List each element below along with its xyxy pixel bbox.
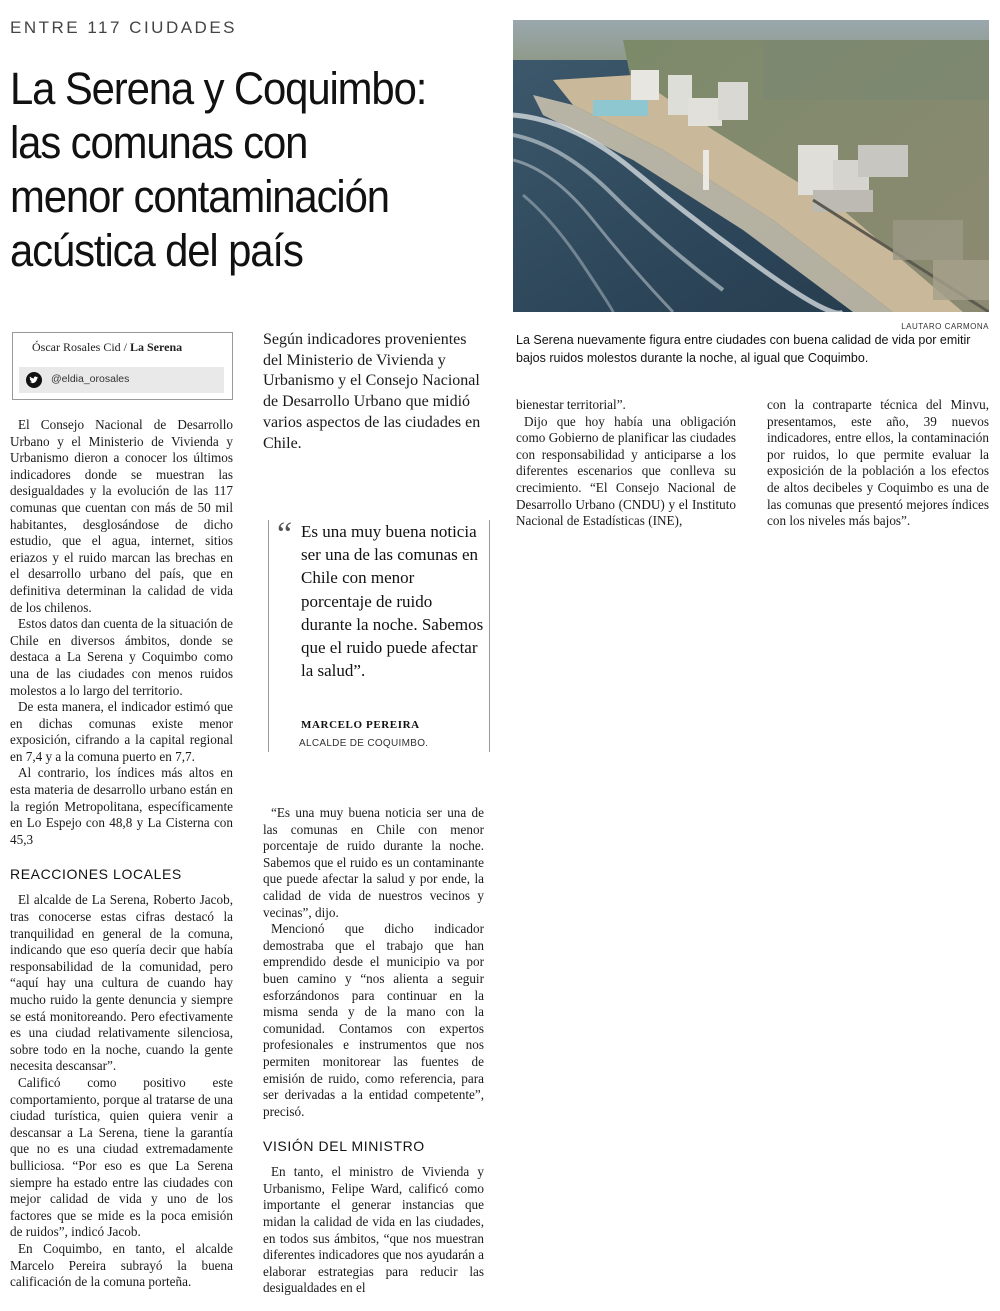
paragraph: Mencionó que dicho indicador demostraba que el trabajo que han emprendido desde el municipio va por buen camino y “nos alienta a seguir esforzándonos para continuar en la misma senda y de la mano con la comunidad. Contamos con expertos profesionales e instrumentos que nos permiten monitorear las fuentes de emisión de ruido, como referencia, para ser derivadas a la entidad competente”, precisó.: [263, 921, 484, 1119]
paragraph: Estos datos dan cuenta de la situación de Chile en diversos ámbitos, donde se destaca a La Serena y Coquimbo como una de las ciudades con menos ruidos molestos a lo largo del territorio.: [10, 616, 233, 698]
byline-box: [12, 332, 233, 400]
paragraph: “Es una muy buena noticia ser una de las comunas en Chile con menor porcentaje de ruido durante la noche. Sabemos que el ruido es un contaminante que puede afectar la salud y por ende, la calidad de vida de nuestros vecinos y vecinas”, dijo.: [263, 805, 484, 920]
pull-quote-text: Es una muy buena noticia ser una de las comunas en Chile con menor porcentaje de ruido durante la noche. Sabemos que el ruido puede afectar la salud”.: [301, 522, 484, 681]
twitter-handle[interactable]: @eldia_orosales: [51, 373, 130, 385]
author-name: Óscar Rosales Cid: [32, 340, 121, 354]
twitter-icon: [26, 372, 42, 388]
paragraph: con la contraparte técnica del Minvu, presentamos, este año, 39 nuevos indicadores, entre ellos, la contaminación por ruidos, lo que permite evaluar la exposición de la población a los efectos de altos decibeles y Coquimbo es una de las comunas que presentó mejores índices con los niveles más bajos”.: [767, 397, 989, 529]
byline-author: [32, 340, 182, 355]
lead-text: Según indicadores provenientes del Ministerio de Vivienda y Urbanismo y el Consejo Nacional de Desarrollo Urbano que midió varios aspectos de las ciudades en Chile.: [263, 331, 481, 452]
body-column-4: [767, 397, 989, 530]
body-column-1: [10, 417, 233, 1291]
paragraph: El Consejo Nacional de Desarrollo Urbano y el Ministerio de Vivienda y Urbanismo dieron a conocer los últimos indicadores donde se muestran las desigualdades y la evolución de las 117 comunas que cuentan con más de 50 mil habitantes, desglosándose de dicho estudio, que el agua, internet, sitios eriazos y el ruido marcan las brechas en el desarrollo urbano del país, que en definitiva determinan la calidad de vida de los chilenos.: [10, 417, 233, 615]
quote-mark-icon: “: [277, 516, 293, 553]
body-column-3: [516, 397, 736, 530]
headline-line-2: las comunas con: [10, 117, 308, 168]
paragraph: Calificó como positivo este comportamiento, porque al tratarse de una ciudad turística, quien quiera venir a descansar a La Serena, tiene la garantía que no es una ciudad extremadamente bulliciosa. “Por eso es que La Serena siempre ha estado entre las ciudades con mejor calidad de vida y uno de los factores que se mide es la poca emisión de ruidos”, indicó Jacob.: [10, 1074, 233, 1240]
photo-credit: LAUTARO CARMONA: [901, 322, 989, 331]
body-column-2: [263, 805, 484, 1297]
aerial-photo-illustration: [513, 20, 989, 312]
pull-quote-role: ALCALDE DE COQUIMBO.: [299, 738, 429, 749]
aerial-beach-photo: [513, 20, 989, 312]
subheading-reacciones: REACCIONES LOCALES: [10, 866, 182, 883]
subheading-vision: VISIÓN DEL MINISTRO: [263, 1138, 425, 1155]
photo-caption: La Serena nuevamente figura entre ciudades con buena calidad de vida por emitir bajos ruidos molestos durante la noche, al igual que Coquimbo.: [516, 333, 971, 365]
pull-quote: [268, 516, 490, 752]
headline-line-1: La Serena y Coquimbo:: [10, 63, 427, 114]
paragraph: Al contrario, los índices más altos en esta materia de desarrollo urbano están en la región Metropolitana, específicamente en Lo Espejo con 48,8 y La Cisterna con 45,3: [10, 765, 233, 847]
pull-quote-name: MARCELO PEREIRA: [301, 719, 420, 731]
paragraph: bienestar territorial”.: [516, 397, 626, 412]
twitter-bar: [19, 367, 224, 393]
paragraph: De esta manera, el indicador estimó que en dichas comunas existe menor exposición, cifrando a la capital regional en 7,4 y a la comuna puerto en 7,7.: [10, 699, 233, 764]
headline: [10, 62, 466, 278]
paragraph: Dijo que hoy había una obligación como Gobierno de planificar las ciudades con responsabilidad y anticiparse a los diferentes escenarios que conlleva su crecimiento. “El Consejo Nacional de Desarrollo Urbano (CNDU) y el Instituto Nacional de Estadísticas (INE),: [516, 413, 736, 529]
paragraph: En Coquimbo, en tanto, el alcalde Marcelo Pereira subrayó la buena calificación de la comuna porteña.: [10, 1240, 233, 1290]
kicker: ENTRE 117 CIUDADES: [10, 18, 238, 37]
paragraph: El alcalde de La Serena, Roberto Jacob, tras conocerse estas cifras destacó la tranquilidad en general de la comuna, indicando que eso quería decir que había responsabilidad de la comunidad, pero “aquí hay una cultura de cuando hay mucho ruido la gente denuncia y siempre se está monitoreando. Pero efectivamente es una ciudad relativamente silenciosa, sobre todo en la noche, cuando la gente necesita descansar”.: [10, 892, 233, 1074]
byline-outlet: La Serena: [130, 340, 183, 354]
byline-separator: /: [120, 340, 130, 354]
paragraph: En tanto, el ministro de Vivienda y Urbanismo, Felipe Ward, calificó como importante el generar instancias que midan la calidad de vida en las ciudades, en todos sus ámbitos, “que nos muestran diferentes indicadores que nos ayudarán a elaborar estrategias para reducir las desigualdades en el: [263, 1164, 484, 1296]
headline-line-3: menor contaminación: [10, 171, 389, 222]
headline-line-4: acústica del país: [10, 225, 303, 276]
